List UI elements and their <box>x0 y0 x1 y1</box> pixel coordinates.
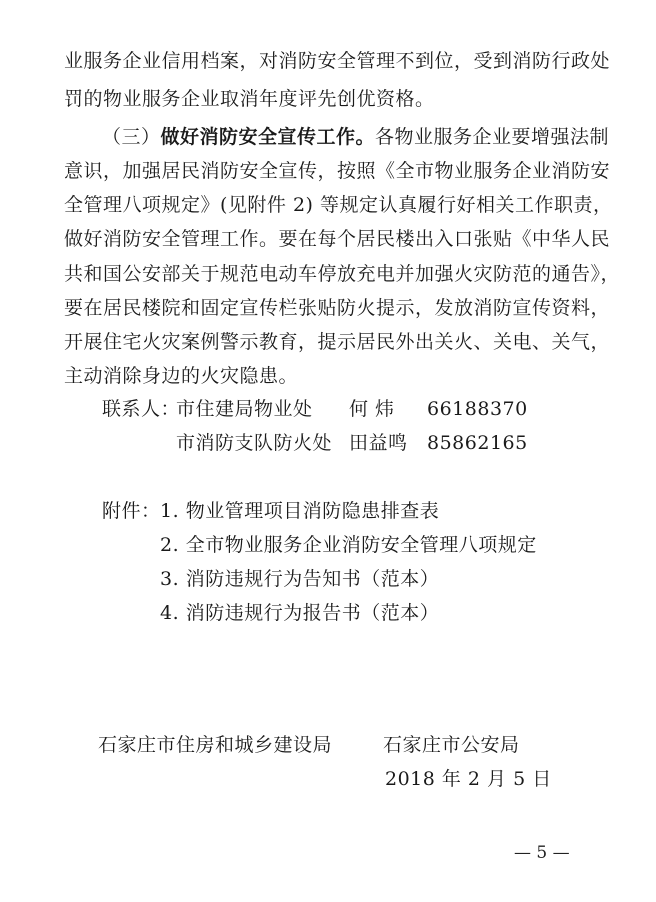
attachment-title: 全市物业服务企业消防安全管理八项规定 <box>185 534 537 556</box>
paragraph-line: 共和国公安部关于规范电动车停放充电并加强火灾防范的通告》， <box>64 263 621 285</box>
paragraph-line: 意识，加强居民消防安全宣传，按照《全市物业服务企业消防安 <box>64 160 611 182</box>
document-date: 2018 年 2 月 5 日 <box>385 768 552 790</box>
attachment-number: 3. <box>160 568 180 590</box>
contact-org: 市消防支队防火处 <box>176 432 333 454</box>
contacts-label: 联系人： <box>102 398 181 420</box>
attachment-number: 1. <box>160 500 180 522</box>
attachment-item <box>160 567 439 591</box>
paragraph-line: 主动消除身边的火灾隐患。 <box>64 365 299 387</box>
section-heading: 做好消防安全宣传工作。 <box>160 126 376 148</box>
contact-phone: 85862165 <box>427 432 528 454</box>
paragraph-text: 各物业服务企业要增强法制 <box>375 126 610 148</box>
paragraph-line: 全管理八项规定》(见附件 2) 等规定认真履行好相关工作职责， <box>64 194 613 216</box>
paragraph-line: 罚的物业服务企业取消年度评先创优资格。 <box>64 88 435 110</box>
attachment-number: 2. <box>160 534 180 556</box>
attachment-title: 消防违规行为报告书（范本） <box>185 602 440 624</box>
signature-right: 石家庄市公安局 <box>383 734 520 756</box>
contact-name: 何 炜 <box>349 398 395 420</box>
attachment-number: 4. <box>160 602 180 624</box>
attachment-item <box>160 601 439 625</box>
page-number: — 5 — <box>514 843 570 863</box>
contact-phone: 66188370 <box>427 398 528 420</box>
contact-name: 田益鸣 <box>349 432 408 454</box>
signature-left: 石家庄市住房和城乡建设局 <box>98 734 333 756</box>
paragraph-line: 要在居民楼院和固定宣传栏张贴防火提示，发放消防宣传资料， <box>64 297 611 319</box>
paragraph-line: 做好消防安全管理工作。要在每个居民楼出入口张贴《中华人民 <box>64 228 611 250</box>
attachment-item <box>160 499 439 523</box>
section-heading-line <box>102 125 610 149</box>
attachment-item <box>160 533 537 557</box>
attachments-label: 附件： <box>102 500 161 522</box>
paragraph-line: 开展住宅火灾案例警示教育，提示居民外出关火、关电、关气， <box>64 331 611 353</box>
paragraph-line: 业服务企业信用档案，对消防安全管理不到位，受到消防行政处 <box>64 50 611 72</box>
section-number: （三） <box>102 126 161 148</box>
attachment-title: 物业管理项目消防隐患排查表 <box>185 500 440 522</box>
attachment-title: 消防违规行为告知书（范本） <box>185 568 440 590</box>
contact-org: 市住建局物业处 <box>176 398 313 420</box>
